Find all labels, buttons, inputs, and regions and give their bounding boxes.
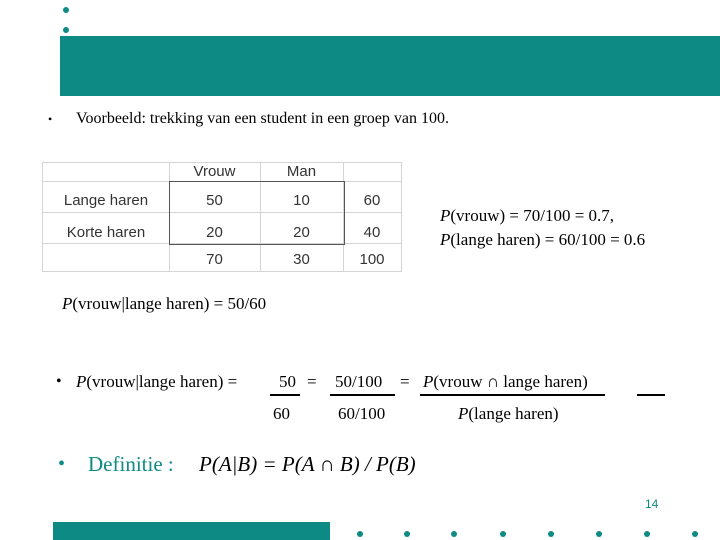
header-dot-bottom — [63, 27, 69, 33]
table-cell: 30 — [293, 251, 310, 268]
contingency-table — [42, 162, 402, 272]
table-cell: 40 — [363, 224, 381, 241]
example-bullet: • — [48, 112, 53, 126]
definition-formula: P(A|B) = P(A ∩ B) / P(B) — [199, 452, 416, 476]
derivation-left: P(vrouw|lange haren) = — [76, 372, 238, 391]
derivation-num3: P(vrouw ∩ lange haren) — [423, 372, 588, 391]
footer-dot — [357, 531, 363, 537]
table-cell: 100 — [359, 251, 385, 268]
fraction-bar-4 — [637, 394, 665, 396]
header-dot-top — [63, 7, 69, 13]
table-header-man: Man — [286, 163, 317, 180]
derivation-den1: 60 — [273, 404, 290, 423]
footer-dot — [548, 531, 554, 537]
footer-dot — [644, 531, 650, 537]
fraction-bar-2 — [330, 394, 395, 396]
derivation-den3: P(lange haren) — [458, 404, 559, 423]
derivation-den2: 60/100 — [338, 404, 386, 423]
table-cell: 10 — [293, 192, 310, 209]
derivation-num2: 50/100 — [335, 372, 383, 391]
definition-bullet: • — [58, 453, 66, 475]
fraction-bar-3 — [420, 394, 605, 396]
prob-lange-haren: P(lange haren) = 60/100 = 0.6 — [440, 230, 646, 249]
footer-dot — [404, 531, 410, 537]
footer-dot — [451, 531, 457, 537]
footer-dot — [500, 531, 506, 537]
table-cell: 20 — [293, 224, 310, 241]
conditional-prob: P(vrouw|lange haren) = 50/60 — [62, 294, 267, 313]
table-cell: 50 — [206, 192, 223, 209]
definition-label: Definitie : — [88, 452, 174, 476]
prob-vrouw: P(vrouw) = 70/100 = 0.7, — [440, 206, 615, 225]
page-number: 14 — [645, 497, 659, 511]
derivation-eq2: = — [307, 372, 317, 391]
derivation-num1: 50 — [279, 372, 296, 391]
intersection-symbol: ∩ — [319, 452, 335, 476]
footer-dot — [692, 531, 698, 537]
table-header-vrouw: Vrouw — [193, 163, 236, 180]
example-text: Voorbeeld: trekking van een student in een groep van 100. — [76, 110, 449, 127]
table-row-label: Lange haren — [63, 192, 149, 209]
header-bar — [60, 36, 720, 96]
table-cell: 70 — [206, 251, 223, 268]
table-cell: 20 — [206, 224, 223, 241]
table-row-label: Korte haren — [66, 224, 146, 241]
fraction-bar-1 — [270, 394, 300, 396]
table-cell: 60 — [363, 192, 381, 209]
derivation-eq3: = — [400, 372, 410, 391]
intersection-symbol: ∩ — [486, 372, 500, 391]
derivation-bullet: • — [56, 373, 62, 390]
footer-bar — [53, 522, 330, 540]
footer-dot — [596, 531, 602, 537]
